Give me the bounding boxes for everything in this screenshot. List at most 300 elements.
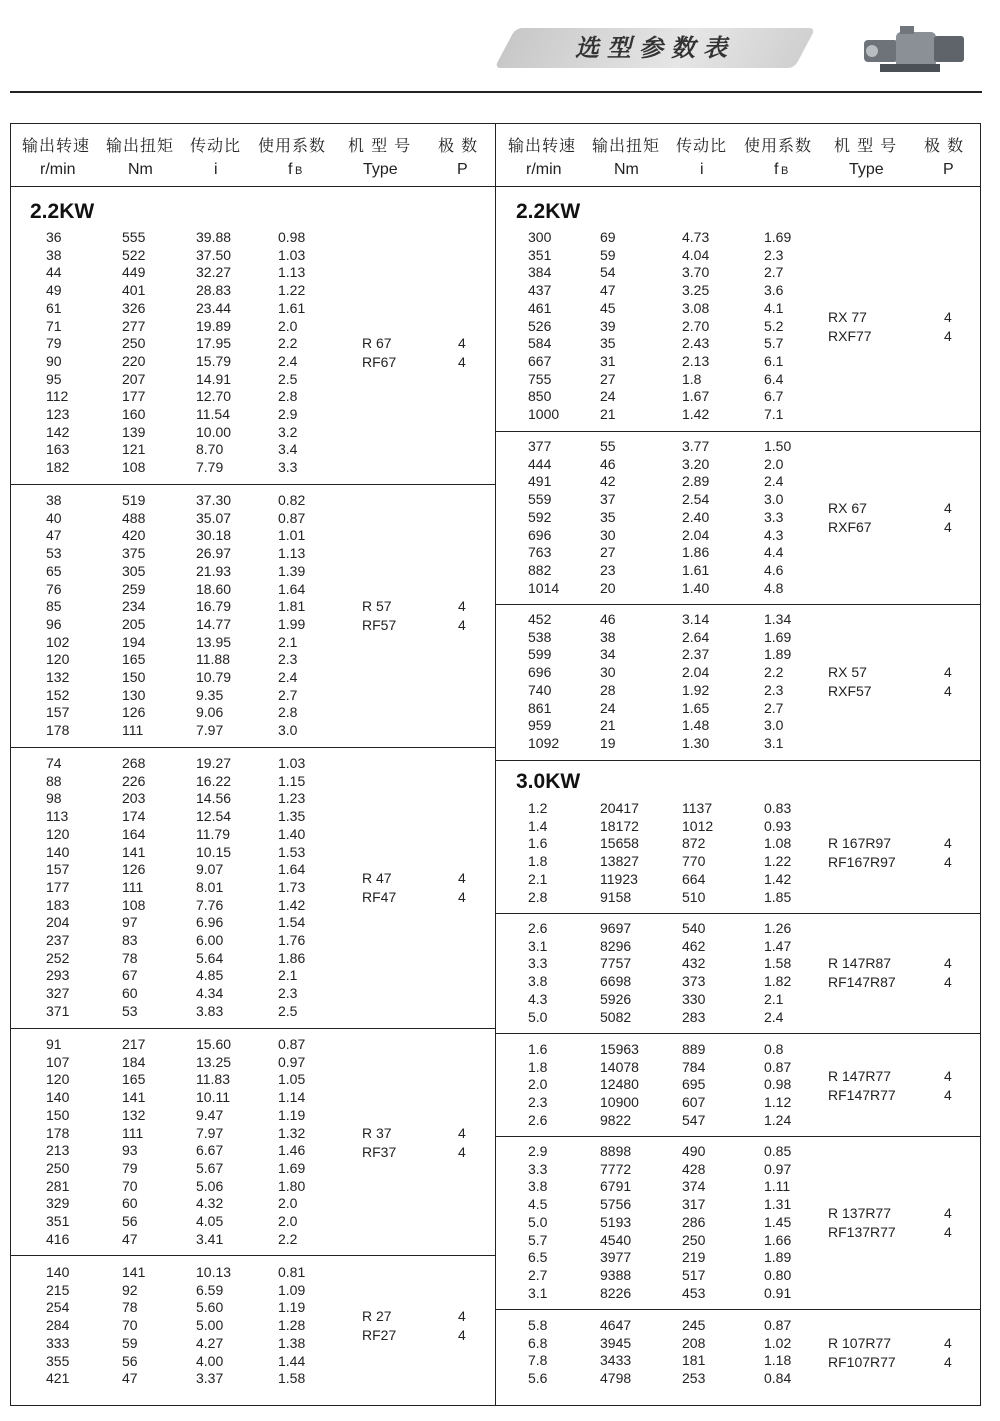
type-cell: R 27 xyxy=(362,1308,392,1325)
torque-cell: 268 xyxy=(122,755,146,771)
speed-cell: 98 xyxy=(46,790,62,807)
type-cell: RF167R97 xyxy=(828,854,896,871)
factor-cell: 6.4 xyxy=(764,370,784,387)
ratio-cell: 7.76 xyxy=(196,896,224,913)
factor-cell: 1.19 xyxy=(278,1299,306,1316)
ratio-cell: 26.97 xyxy=(196,545,232,562)
speed-cell: 959 xyxy=(528,717,552,734)
ratio-cell: 286 xyxy=(682,1213,706,1230)
poles-cell: 4 xyxy=(944,1223,952,1240)
torque-cell: 226 xyxy=(122,772,146,789)
ratio-cell: 21.93 xyxy=(196,562,232,579)
speed-cell: 1.8 xyxy=(528,853,548,870)
speed-cell: 281 xyxy=(46,1177,70,1194)
power-heading-left: 2.2KW xyxy=(30,200,95,223)
torque-cell: 38 xyxy=(600,628,616,645)
ratio-cell: 37.30 xyxy=(196,492,232,508)
torque-cell: 7772 xyxy=(600,1160,632,1177)
factor-cell: 1.03 xyxy=(278,246,306,263)
factor-cell: 2.2 xyxy=(764,664,784,681)
speed-cell: 351 xyxy=(46,1213,70,1229)
ratio-cell: 2.70 xyxy=(682,317,710,334)
left-column-header xyxy=(10,123,496,187)
speed-cell: 140 xyxy=(46,1264,70,1280)
ratio-cell: 5.60 xyxy=(196,1299,224,1316)
factor-cell: 1.22 xyxy=(278,282,306,299)
poles-cell: 4 xyxy=(458,1124,466,1141)
speed-cell: 91 xyxy=(46,1036,62,1052)
factor-cell: 1.50 xyxy=(764,438,792,454)
ratio-cell: 4.32 xyxy=(196,1195,224,1212)
torque-cell: 5082 xyxy=(600,1008,632,1025)
type-cell: R 67 xyxy=(362,335,392,352)
torque-cell: 555 xyxy=(122,229,146,245)
ratio-cell: 245 xyxy=(682,1317,706,1333)
group-divider xyxy=(496,1136,981,1137)
group-divider xyxy=(496,604,981,605)
torque-cell: 3433 xyxy=(600,1352,632,1369)
factor-cell: 7.1 xyxy=(764,406,784,422)
factor-cell: 2.0 xyxy=(278,1195,298,1212)
speed-cell: 53 xyxy=(46,545,62,562)
speed-cell: 861 xyxy=(528,699,552,716)
factor-cell: 1.66 xyxy=(764,1231,792,1248)
speed-cell: 1.2 xyxy=(528,800,548,816)
poles-cell: 4 xyxy=(458,1143,466,1160)
torque-cell: 420 xyxy=(122,527,146,544)
ratio-cell: 219 xyxy=(682,1249,706,1266)
factor-cell: 4.8 xyxy=(764,579,784,596)
speed-cell: 6.8 xyxy=(528,1334,548,1351)
torque-cell: 70 xyxy=(122,1317,138,1334)
factor-cell: 1.05 xyxy=(278,1071,306,1088)
torque-cell: 150 xyxy=(122,669,146,685)
torque-cell: 23 xyxy=(600,561,616,578)
torque-cell: 9697 xyxy=(600,920,632,936)
ratio-cell: 7.79 xyxy=(196,459,224,476)
factor-cell: 0.87 xyxy=(764,1058,792,1075)
speed-cell: 250 xyxy=(46,1159,70,1176)
torque-cell: 21 xyxy=(600,717,616,734)
ratio-cell: 1.67 xyxy=(682,388,710,405)
factor-cell: 1.18 xyxy=(764,1352,792,1369)
speed-cell: 2.6 xyxy=(528,1111,548,1128)
ratio-cell: 5.00 xyxy=(196,1317,224,1334)
ratio-cell: 11.88 xyxy=(196,651,230,668)
ratio-cell: 2.40 xyxy=(682,508,710,525)
factor-cell: 2.5 xyxy=(278,370,298,387)
ratio-cell: 1.8 xyxy=(682,370,702,387)
page-title: 选型参数表 xyxy=(575,34,735,62)
ratio-cell: 4.00 xyxy=(196,1352,224,1369)
ratio-cell: 19.27 xyxy=(196,755,232,771)
speed-cell: 3.3 xyxy=(528,1160,548,1177)
col-ratio-unit: i xyxy=(214,161,218,178)
factor-cell: 4.1 xyxy=(764,299,784,316)
factor-cell: 1.35 xyxy=(278,808,306,825)
factor-cell: 3.0 xyxy=(764,491,784,508)
speed-cell: 120 xyxy=(46,1071,70,1088)
speed-cell: 452 xyxy=(528,611,552,627)
ratio-cell: 872 xyxy=(682,835,706,852)
ratio-cell: 250 xyxy=(682,1231,706,1248)
speed-cell: 355 xyxy=(46,1352,70,1369)
factor-cell: 0.81 xyxy=(278,1264,306,1280)
ratio-cell: 9.06 xyxy=(196,704,224,721)
speed-cell: 5.0 xyxy=(528,1008,548,1025)
factor-cell: 1.02 xyxy=(764,1334,792,1351)
factor-cell: 4.6 xyxy=(764,561,784,578)
torque-cell: 12480 xyxy=(600,1076,639,1093)
factor-cell: 0.80 xyxy=(764,1266,792,1283)
factor-cell: 2.9 xyxy=(278,406,298,422)
torque-cell: 54 xyxy=(600,264,616,281)
speed-cell: 696 xyxy=(528,664,552,681)
factor-cell: 1.24 xyxy=(764,1111,792,1128)
speed-cell: 40 xyxy=(46,509,62,526)
factor-cell: 0.82 xyxy=(278,492,306,508)
speed-cell: 599 xyxy=(528,646,552,663)
factor-cell: 2.2 xyxy=(278,335,298,352)
factor-cell: 1.28 xyxy=(278,1317,306,1334)
poles-cell: 4 xyxy=(458,1327,466,1344)
speed-cell: 461 xyxy=(528,299,552,316)
speed-cell: 177 xyxy=(46,878,70,895)
torque-cell: 6698 xyxy=(600,973,632,990)
torque-cell: 126 xyxy=(122,704,146,721)
speed-cell: 2.6 xyxy=(528,920,548,936)
speed-cell: 215 xyxy=(46,1281,70,1298)
type-cell: R 137R77 xyxy=(828,1204,892,1221)
type-cell: RXF67 xyxy=(828,518,872,535)
poles-cell: 4 xyxy=(458,1308,466,1325)
ratio-cell: 12.54 xyxy=(196,808,232,825)
col-factor-unit-sub: B xyxy=(295,165,303,177)
ratio-cell: 4.27 xyxy=(196,1334,224,1351)
group-divider xyxy=(496,1309,981,1310)
torque-cell: 205 xyxy=(122,615,146,632)
torque-cell: 519 xyxy=(122,492,146,508)
torque-cell: 37 xyxy=(600,491,616,508)
ratio-cell: 1.48 xyxy=(682,717,710,734)
torque-cell: 111 xyxy=(122,1124,144,1141)
ratio-cell: 39.88 xyxy=(196,229,232,245)
poles-cell: 4 xyxy=(944,518,952,535)
factor-cell: 2.3 xyxy=(278,985,298,1002)
ratio-cell: 4.85 xyxy=(196,967,224,984)
factor-cell: 2.4 xyxy=(278,669,298,685)
poles-cell: 4 xyxy=(458,889,466,906)
torque-cell: 108 xyxy=(122,459,146,476)
col-ratio-unit: i xyxy=(700,161,704,178)
speed-cell: 2.3 xyxy=(528,1094,548,1111)
ratio-cell: 1.65 xyxy=(682,699,710,716)
speed-cell: 421 xyxy=(46,1370,70,1387)
ratio-cell: 317 xyxy=(682,1196,706,1213)
torque-cell: 83 xyxy=(122,932,138,948)
torque-cell: 488 xyxy=(122,509,146,526)
speed-cell: 254 xyxy=(46,1299,70,1316)
type-cell: RXF77 xyxy=(828,327,872,344)
type-cell: RF137R77 xyxy=(828,1223,896,1240)
speed-cell: 213 xyxy=(46,1142,70,1159)
factor-cell: 1.54 xyxy=(278,914,306,931)
torque-cell: 59 xyxy=(600,246,616,263)
speed-cell: 5.8 xyxy=(528,1317,548,1333)
speed-cell: 333 xyxy=(46,1334,70,1351)
factor-cell: 2.0 xyxy=(278,1213,298,1229)
torque-cell: 259 xyxy=(122,580,146,597)
factor-cell: 2.8 xyxy=(278,388,298,405)
speed-cell: 351 xyxy=(528,246,552,263)
factor-cell: 1.31 xyxy=(764,1196,792,1213)
poles-cell: 4 xyxy=(944,835,952,852)
ratio-cell: 374 xyxy=(682,1178,706,1195)
ratio-cell: 9.07 xyxy=(196,861,224,878)
torque-cell: 24 xyxy=(600,699,616,716)
col-poles-unit: P xyxy=(457,161,468,178)
ratio-cell: 428 xyxy=(682,1160,706,1177)
col-factor-label: 使用系数 xyxy=(258,136,327,155)
ratio-cell: 32.27 xyxy=(196,264,232,281)
speed-cell: 559 xyxy=(528,491,552,508)
poles-cell: 4 xyxy=(944,664,952,681)
speed-cell: 1.8 xyxy=(528,1058,548,1075)
factor-cell: 1.89 xyxy=(764,646,792,663)
speed-cell: 538 xyxy=(528,628,552,645)
torque-cell: 8898 xyxy=(600,1143,632,1159)
speed-cell: 526 xyxy=(528,317,552,334)
speed-cell: 112 xyxy=(46,388,69,405)
ratio-cell: 10.13 xyxy=(196,1264,232,1280)
poles-cell: 4 xyxy=(458,335,466,352)
ratio-cell: 664 xyxy=(682,870,706,887)
poles-cell: 4 xyxy=(944,1353,952,1370)
torque-cell: 4540 xyxy=(600,1231,632,1248)
type-cell: R 147R77 xyxy=(828,1067,892,1084)
factor-cell: 1.80 xyxy=(278,1177,306,1194)
torque-cell: 111 xyxy=(122,722,144,739)
type-cell: R 147R87 xyxy=(828,955,892,972)
type-cell: RF27 xyxy=(362,1327,397,1344)
ratio-cell: 13.95 xyxy=(196,633,232,650)
ratio-cell: 253 xyxy=(682,1370,706,1387)
factor-cell: 2.7 xyxy=(764,264,784,281)
group-divider xyxy=(496,1033,981,1034)
factor-cell: 1.26 xyxy=(764,920,792,936)
factor-cell: 2.1 xyxy=(278,633,298,650)
ratio-cell: 1.30 xyxy=(682,734,710,751)
speed-cell: 76 xyxy=(46,580,62,597)
col-poles-unit: P xyxy=(943,161,954,178)
speed-cell: 36 xyxy=(46,229,62,245)
torque-cell: 60 xyxy=(122,1195,138,1212)
ratio-cell: 2.54 xyxy=(682,491,710,508)
factor-cell: 1.61 xyxy=(278,299,306,316)
factor-cell: 5.7 xyxy=(764,335,784,352)
torque-cell: 39 xyxy=(600,317,616,334)
ratio-cell: 5.06 xyxy=(196,1177,224,1194)
ratio-cell: 23.44 xyxy=(196,299,232,316)
speed-cell: 3.1 xyxy=(528,1284,548,1301)
poles-cell: 4 xyxy=(458,870,466,887)
ratio-cell: 770 xyxy=(682,853,706,870)
torque-cell: 203 xyxy=(122,790,146,807)
speed-cell: 696 xyxy=(528,526,552,543)
torque-cell: 174 xyxy=(122,808,146,825)
ratio-cell: 14.56 xyxy=(196,790,232,807)
speed-cell: 2.1 xyxy=(528,870,548,887)
factor-cell: 1.58 xyxy=(764,955,792,972)
type-cell: R 107R77 xyxy=(828,1334,892,1351)
factor-cell: 1.38 xyxy=(278,1334,306,1351)
torque-cell: 5756 xyxy=(600,1196,632,1213)
speed-cell: 371 xyxy=(46,1002,70,1019)
speed-cell: 293 xyxy=(46,967,70,984)
factor-cell: 1.19 xyxy=(278,1106,306,1123)
factor-cell: 1.32 xyxy=(278,1124,306,1141)
ratio-cell: 11.83 xyxy=(196,1071,230,1088)
torque-cell: 20 xyxy=(600,579,616,596)
factor-cell: 2.2 xyxy=(278,1230,298,1247)
factor-cell: 1.12 xyxy=(764,1094,792,1111)
torque-cell: 27 xyxy=(600,370,616,387)
speed-cell: 150 xyxy=(46,1106,70,1123)
speed-cell: 120 xyxy=(46,651,70,668)
poles-cell: 4 xyxy=(458,598,466,615)
poles-cell: 4 xyxy=(944,683,952,700)
factor-cell: 0.87 xyxy=(278,509,306,526)
ratio-cell: 8.70 xyxy=(196,441,224,458)
speed-cell: 157 xyxy=(46,704,70,721)
speed-cell: 178 xyxy=(46,722,70,739)
torque-cell: 8296 xyxy=(600,937,632,954)
speed-cell: 61 xyxy=(46,299,62,316)
group-divider xyxy=(10,484,496,485)
torque-cell: 97 xyxy=(122,914,138,931)
ratio-cell: 373 xyxy=(682,973,706,990)
col-speed-label: 输出转速 xyxy=(22,136,91,155)
ratio-cell: 3.83 xyxy=(196,1002,224,1019)
ratio-cell: 4.04 xyxy=(682,246,710,263)
torque-cell: 35 xyxy=(600,335,616,352)
torque-cell: 30 xyxy=(600,664,616,681)
torque-cell: 217 xyxy=(122,1036,146,1052)
col-factor-unit: f xyxy=(288,161,293,178)
speed-cell: 157 xyxy=(46,861,70,878)
speed-cell: 183 xyxy=(46,896,70,913)
ratio-cell: 462 xyxy=(682,937,706,954)
factor-cell: 2.7 xyxy=(764,699,784,716)
factor-cell: 4.3 xyxy=(764,526,784,543)
power-heading-right-b: 3.0KW xyxy=(516,770,581,793)
torque-cell: 14078 xyxy=(600,1058,639,1075)
col-type-unit: Type xyxy=(849,161,884,178)
speed-cell: 592 xyxy=(528,508,552,525)
factor-cell: 0.97 xyxy=(278,1053,306,1070)
torque-cell: 46 xyxy=(600,611,616,627)
torque-cell: 31 xyxy=(600,352,616,369)
factor-cell: 3.0 xyxy=(278,722,298,739)
type-cell: RXF57 xyxy=(828,683,872,700)
right-column-header xyxy=(496,123,981,187)
speed-cell: 300 xyxy=(528,229,552,245)
type-cell: R 167R97 xyxy=(828,835,892,852)
factor-cell: 0.83 xyxy=(764,800,792,816)
torque-cell: 121 xyxy=(122,441,146,458)
ratio-cell: 10.79 xyxy=(196,669,232,685)
torque-cell: 56 xyxy=(122,1213,138,1229)
ratio-cell: 8.01 xyxy=(196,878,224,895)
factor-cell: 1.69 xyxy=(764,229,792,245)
ratio-cell: 6.59 xyxy=(196,1281,224,1298)
ratio-cell: 30.18 xyxy=(196,527,232,544)
factor-cell: 2.7 xyxy=(278,686,298,703)
torque-cell: 130 xyxy=(122,686,146,703)
torque-cell: 9388 xyxy=(600,1266,632,1283)
speed-cell: 85 xyxy=(46,598,62,615)
ratio-cell: 3.70 xyxy=(682,264,710,281)
speed-cell: 102 xyxy=(46,633,70,650)
ratio-cell: 10.15 xyxy=(196,843,232,860)
type-cell: RF147R77 xyxy=(828,1086,896,1103)
speed-cell: 2.9 xyxy=(528,1143,548,1159)
factor-cell: 0.87 xyxy=(764,1317,792,1333)
torque-cell: 111 xyxy=(122,878,144,895)
factor-cell: 0.97 xyxy=(764,1160,792,1177)
torque-cell: 160 xyxy=(122,406,146,422)
factor-cell: 1.99 xyxy=(278,615,306,632)
torque-cell: 69 xyxy=(600,229,616,245)
factor-cell: 1.69 xyxy=(278,1159,306,1176)
speed-cell: 107 xyxy=(46,1053,70,1070)
factor-cell: 0.84 xyxy=(764,1370,792,1387)
torque-cell: 59 xyxy=(122,1334,138,1351)
motor-housing xyxy=(934,36,964,62)
factor-cell: 2.8 xyxy=(278,704,298,721)
ratio-cell: 2.43 xyxy=(682,335,710,352)
col-type-label: 机 型 号 xyxy=(834,136,898,155)
ratio-cell: 3.77 xyxy=(682,438,710,454)
group-divider xyxy=(496,431,981,432)
speed-cell: 65 xyxy=(46,562,62,579)
col-poles-label: 极 数 xyxy=(924,136,965,155)
torque-cell: 28 xyxy=(600,681,616,698)
torque-cell: 78 xyxy=(122,949,138,966)
factor-cell: 1.81 xyxy=(278,598,306,615)
torque-cell: 108 xyxy=(122,896,146,913)
ratio-cell: 607 xyxy=(682,1094,706,1111)
power-heading-right-a: 2.2KW xyxy=(516,200,581,223)
torque-cell: 4798 xyxy=(600,1370,632,1387)
factor-cell: 1.03 xyxy=(278,755,306,771)
torque-cell: 47 xyxy=(600,282,616,299)
factor-cell: 2.4 xyxy=(764,1008,784,1025)
type-cell: RX 67 xyxy=(828,499,867,516)
speed-cell: 79 xyxy=(46,335,62,352)
factor-cell: 2.1 xyxy=(764,990,784,1007)
speed-cell: 1000 xyxy=(528,406,560,422)
speed-cell: 140 xyxy=(46,843,70,860)
ratio-cell: 432 xyxy=(682,955,706,972)
torque-cell: 78 xyxy=(122,1299,138,1316)
poles-cell: 4 xyxy=(944,955,952,972)
col-factor-unit: f xyxy=(774,161,779,178)
factor-cell: 1.01 xyxy=(278,527,306,544)
col-type-label: 机 型 号 xyxy=(348,136,412,155)
factor-cell: 1.89 xyxy=(764,1249,792,1266)
speed-cell: 763 xyxy=(528,544,552,561)
